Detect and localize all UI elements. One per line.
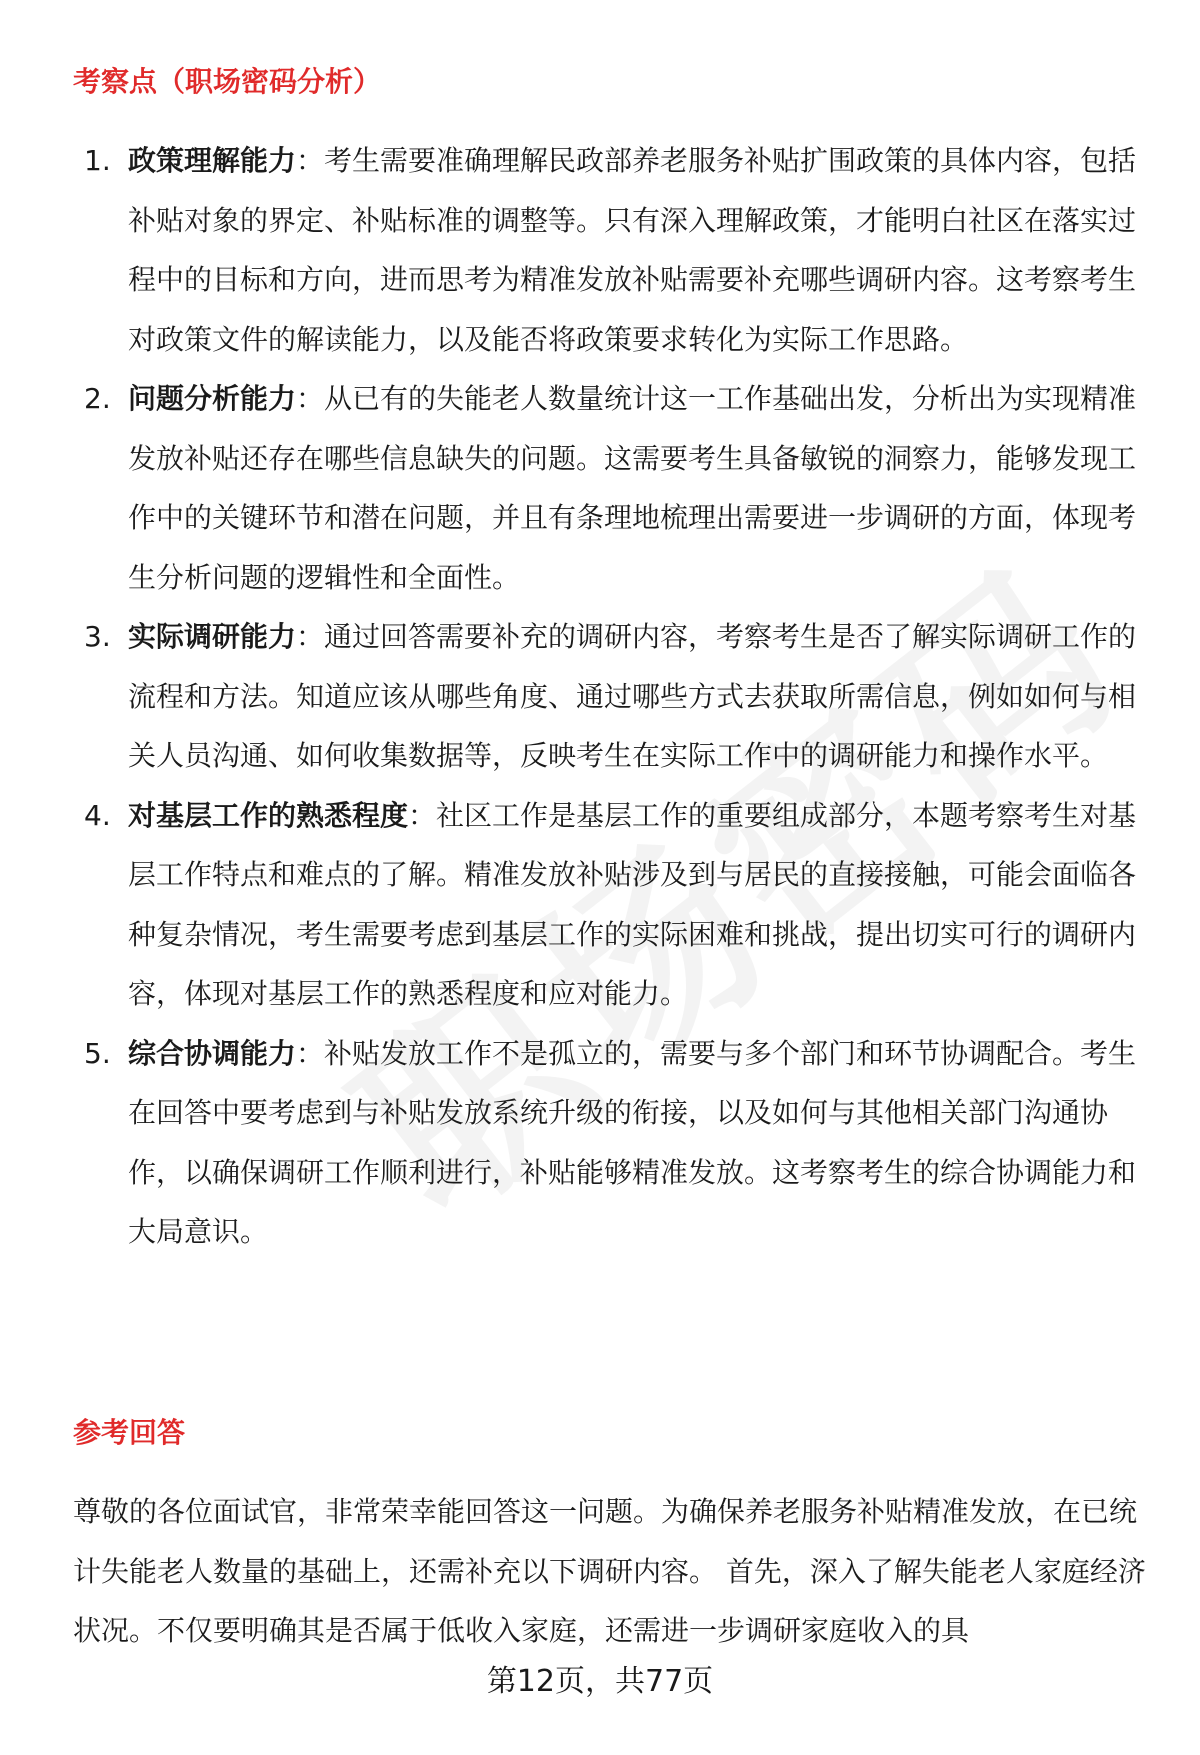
list-item — [0, 786, 1200, 1024]
list-item-separator: ： — [296, 144, 325, 177]
list-item-separator: ： — [408, 798, 437, 832]
list-item-text: 社区工作是基层工作的重要组成部分，本题考察考生对基层工作特点和难点的了解。精准发放补贴涉及到与居民的直接接触，可能会面临各种复杂情况，考生需要考虑到基层工作的实际困难和挑战，提出切实可行的调研内容，体现对基层工作的熟悉程度和应对能力。 — [128, 798, 1137, 1010]
list-item — [0, 607, 1200, 786]
list-item — [0, 131, 1200, 369]
list-item-separator: ： — [296, 1036, 325, 1070]
page-number: 第12页，共77页 — [486, 1664, 714, 1699]
list-item-number: 5. — [84, 1036, 111, 1070]
list-item-keyword: 政策理解能力 — [128, 144, 297, 177]
list-item — [0, 1024, 1200, 1262]
list-item-text: 补贴发放工作不是孤立的，需要与多个部门和环节协调配合。考生在回答中要考虑到与补贴发放系统升级的衔接，以及如何与其他相关部门沟通协作，以确保调研工作顺利进行，补贴能够精准发放。这考察考生的综合协调能力和大局意识。 — [128, 1036, 1137, 1248]
list-item-keyword: 综合协调能力 — [128, 1036, 297, 1070]
list-item-number: 4. — [84, 798, 111, 832]
list-item-number: 3. — [84, 620, 111, 653]
list-item-number: 2. — [84, 382, 111, 415]
list-item-text: 从已有的失能老人数量统计这一工作基础出发，分析出为实现精准发放补贴还存在哪些信息缺失的问题。这需要考生具备敏锐的洞察力，能够发现工作中的关键环节和潜在问题，并且有条理地梳理出需要进一步调研的方面，体现考生分析问题的逻辑性和全面性。 — [128, 382, 1137, 594]
list-item-separator: ： — [296, 382, 325, 415]
list-item-keyword: 问题分析能力 — [128, 382, 297, 415]
list-item-text: 通过回答需要补充的调研内容，考察考生是否了解实际调研工作的流程和方法。知道应该从哪些角度、通过哪些方式去获取所需信息，例如如何与相关人员沟通、如何收集数据等，反映考生在实际工作中的调研能力和操作水平。 — [128, 620, 1137, 772]
exam-points-list — [0, 131, 1200, 1262]
section-title-reference-answer: 参考回答 — [73, 1416, 186, 1449]
list-item-separator: ： — [296, 620, 325, 653]
list-item — [0, 369, 1200, 607]
list-item-keyword: 实际调研能力 — [128, 620, 297, 653]
list-item-keyword: 对基层工作的熟悉程度 — [128, 798, 409, 832]
list-item-text: 考生需要准确理解民政部养老服务补贴扩围政策的具体内容，包括补贴对象的界定、补贴标准的调整等。只有深入理解政策，才能明白社区在落实过程中的目标和方向，进而思考为精准发放补贴需要补充哪些调研内容。这考察考生对政策文件的解读能力，以及能否将政策要求转化为实际工作思路。 — [128, 144, 1137, 356]
section-title-exam-points: 考察点（职场密码分析） — [73, 65, 382, 98]
list-item-number: 1. — [84, 144, 111, 177]
reference-answer-paragraph: 尊敬的各位面试官，非常荣幸能回答这一问题。为确保养老服务补贴精准发放，在已统计失能老人数量的基础上，还需补充以下调研内容。 首先，深入了解失能老人家庭经济状况。不仅要明确其是否属于低收入家庭，还需进一步调研家庭收入的具 — [73, 1495, 1146, 1647]
